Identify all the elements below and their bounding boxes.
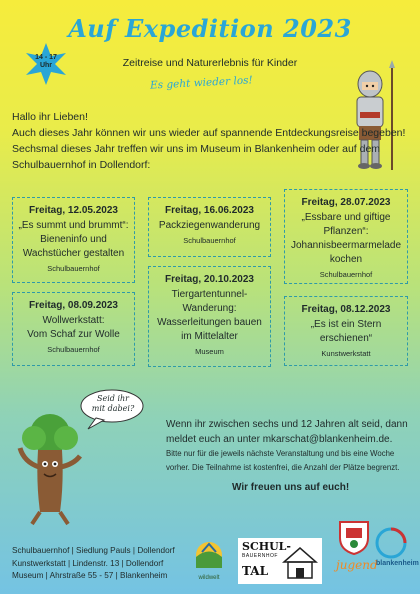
blankenheim-logo-text: blankenheim — [376, 560, 419, 567]
event-title: „Es ist ein Stern erschienen“ — [310, 319, 382, 344]
event-date: Freitag, 28.07.2023 — [301, 197, 391, 208]
event-date: Freitag, 08.12.2023 — [301, 304, 391, 315]
jugend-blankenheim-logo — [332, 516, 419, 584]
event-location: Schulbauernhof — [319, 270, 373, 279]
time-badge-text: 14 - 17 Uhr — [35, 54, 57, 69]
event-title: „Essbare und giftige Pflanzen“: Johannisbeermarmelade kochen — [290, 212, 402, 265]
address-museum: Museum | Ahrstraße 55 - 57 | Blankenheim — [12, 571, 168, 580]
event-date: Freitag, 08.09.2023 — [29, 300, 118, 311]
event-card-3 — [284, 189, 408, 284]
jugend-logo-text: jugend — [336, 558, 378, 572]
event-location: Schulbauernhof — [47, 264, 100, 273]
intro-line-2: Auch dieses Jahr können wir uns wieder auf spannende Entdeckungsreise begeben! — [12, 127, 406, 139]
event-date: Freitag, 20.10.2023 — [165, 274, 254, 285]
invitation-text — [166, 417, 411, 475]
invitation-details: Bitte nur für die jeweils nächste Veranstaltung und bis eine Woche vorher. Die Teilnahme ist kostenfrei, die Anzahl der Plätze begrenzt. — [166, 449, 400, 472]
event-location: Schulbauernhof — [47, 345, 100, 354]
event-date: Freitag, 16.06.2023 — [165, 205, 254, 216]
intro-greeting: Hallo ihr Lieben! — [12, 111, 88, 123]
intro-line-3: Sechsmal dieses Jahr treffen wir uns im Museum in Blankenheim oder auf dem Schulbauernhof in Dollendorf: — [12, 143, 381, 171]
schulbauernhof-logo-tal: TAL — [242, 564, 269, 578]
event-card-1 — [12, 197, 135, 283]
event-card-6 — [284, 296, 408, 366]
farmhouse-icon — [280, 542, 320, 582]
tree-mascot — [14, 412, 86, 528]
event-location: Schulbauernhof — [183, 236, 236, 245]
page-subtitle: Zeitreise und Naturerlebnis für Kinder — [122, 57, 298, 69]
swirl-icon — [374, 526, 408, 560]
invitation-main: Wenn ihr zwischen sechs und 12 Jahren alt seid, dann meldet euch an unter mkarschat@blankenheim.de. — [166, 419, 408, 445]
event-card-4 — [12, 292, 135, 366]
coat-of-arms-icon — [334, 516, 374, 556]
event-title: Tiergartentunnel- Wanderung: Wasserleitungen bauen im Mittelalter — [157, 289, 262, 342]
schulbauernhof-logo-title: SCHUL- — [242, 540, 291, 553]
wildwelt-logo — [188, 540, 230, 582]
speech-bubble-text: Seid ihr mit dabei? — [91, 394, 135, 413]
event-title: Wollwerkstatt: Vom Schaf zur Wolle — [27, 315, 120, 340]
intro-text — [12, 109, 407, 173]
address-schulbauernhof: Schulbauernhof | Siedlung Pauls | Dollendorf — [12, 546, 175, 555]
schulbauernhof-logo-subtitle: BAUERNHOF — [242, 553, 278, 559]
event-card-2 — [148, 197, 271, 257]
tree-mascot-icon — [14, 412, 86, 528]
event-title: Packziegenwanderung — [158, 220, 261, 231]
event-location: Museum — [195, 347, 224, 356]
event-title: „Es summt und brummt“: Bieneninfo und Wachstücher gestalten — [18, 220, 129, 259]
wildwelt-logo-text: wildwelt — [198, 575, 220, 581]
event-card-5 — [148, 266, 271, 367]
speech-bubble — [78, 388, 144, 430]
address-kunstwerkstatt: Kunstwerkstatt | Lindenstr. 13 | Dollendorf — [12, 558, 164, 568]
closing-line: Wir freuen uns auf euch! — [232, 482, 350, 493]
tagline: Es geht wieder los! — [149, 74, 254, 92]
event-location: Kunstwerkstatt — [321, 349, 371, 358]
page-title: Auf Expedition 2023 — [68, 14, 352, 43]
schulbauernhof-logo — [238, 538, 322, 584]
footer-addresses — [12, 545, 175, 583]
wildwelt-logo-icon — [188, 540, 230, 570]
event-date: Freitag, 12.05.2023 — [29, 205, 118, 216]
